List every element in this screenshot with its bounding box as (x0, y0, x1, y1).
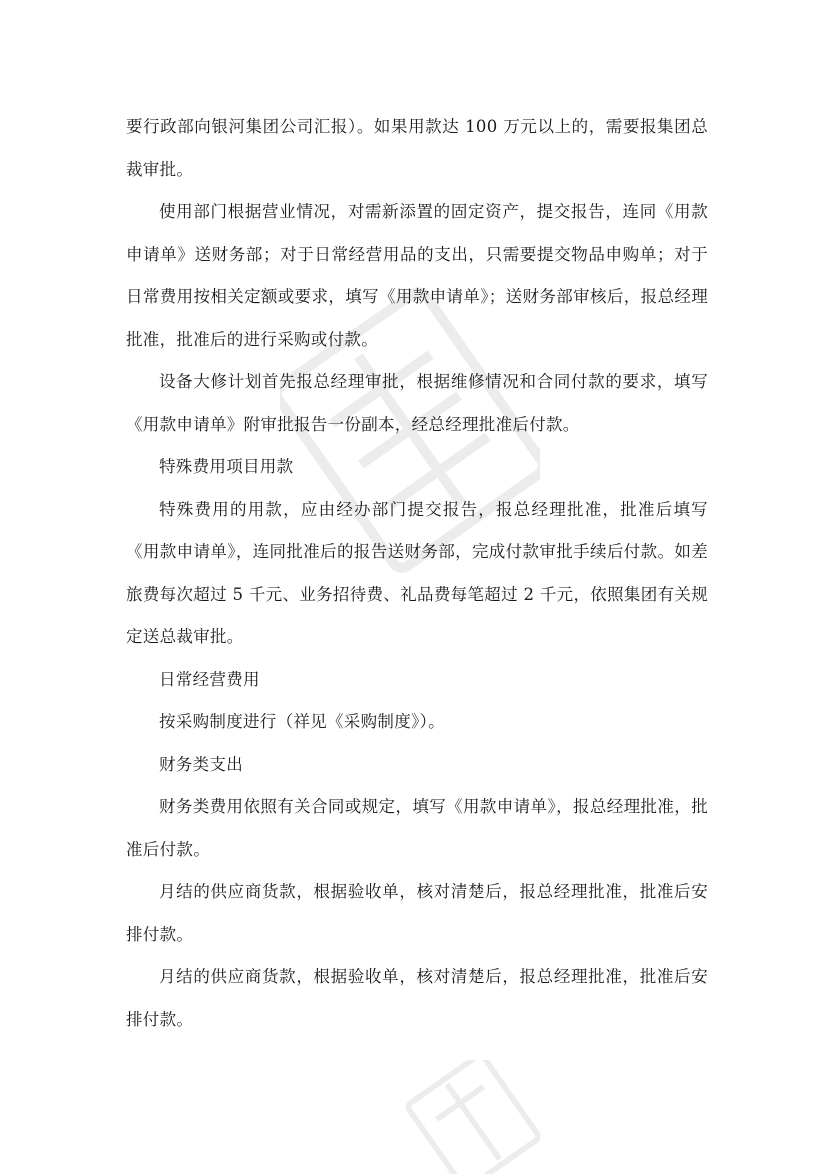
paragraph-6: 财务类费用依照有关合同或规定，填写《用款申请单》，报总经理批准，批准后付款。 (126, 797, 708, 859)
paragraph-2: 使用部门根据营业情况，对需新添置的固定资产，提交报告，连同《用款申请单》送财务部；对于日常经营用品的支出，只需要提交物品申购单；对于日常费用按相关定额或要求，填写《用款申请单》；送财务部审核后，报总经理批准，批准后的进行采购或付款。 (126, 202, 708, 349)
paragraph-3: 设备大修计划首先报总经理审批，根据维修情况和合同付款的要求，填写《用款申请单》附审批报告一份副本，经总经理批准后付款。 (126, 372, 708, 434)
section-heading-daily-expenses: 日常经营费用 (159, 669, 260, 689)
paragraph-1: 要行政部向银河集团公司汇报）。如果用款达 100 万元以上的，需要报集团总裁审批。 (126, 117, 708, 179)
document-body (126, 106, 708, 1041)
paragraph-4: 特殊费用的用款，应由经办部门提交报告，报总经理批准，批准后填写《用款申请单》，连同批准后的报告送财务部，完成付款审批手续后付款。如差旅费每次超过 5 千元、业务招待费、礼品费每笔超过 2 千元，依照集团有关规定送总裁审批。 (126, 499, 708, 646)
watermark-seal-icon-bottom (360, 1060, 580, 1174)
section-heading-special-expenses: 特殊费用项目用款 (159, 457, 294, 476)
paragraph-5: 按采购制度进行（祥见《采购制度》）。 (159, 712, 445, 731)
paragraph-7: 月结的供应商货款，根据验收单，核对清楚后，报总经理批准，批准后安排付款。 (126, 882, 708, 944)
paragraph-8: 月结的供应商货款，根据验收单，核对清楚后，报总经理批准，批准后安排付款。 (126, 967, 708, 1029)
section-heading-financial-expenses: 财务类支出 (159, 754, 243, 774)
